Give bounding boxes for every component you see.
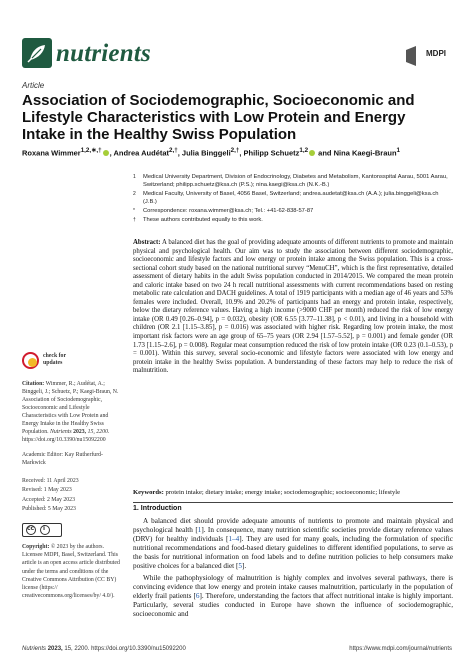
author-sup: 1,2 [299,147,309,154]
orcid-icon[interactable] [309,150,315,156]
received-date: Received: 11 April 2023 [22,478,79,484]
text-run: While the pathophysiology of malnutrition is highly complex and involves several pathways, there is convincing evidence that low energy and protein intake causes malnutrition, particularly in the population of elderly frail patients [ [133,573,453,600]
section-heading: 1. Introduction [133,505,182,512]
journal-header [22,38,452,72]
check-updates-label [43,353,66,366]
affiliation-item [133,190,453,206]
abstract-text: A balanced diet has the goal of providing adequate amounts of different nutrients to promote and maintain physical and psychological health. Our aim was to study the association between different sociodemographic, socioeconomic and lifestyle factors and low energy or protein intake among the Swiss population. This is a cross-sectional cohort study based on the national nutritional survey “MenuCH”, which is the first representative, detailed assessment of dietary habits in the adult Swiss population conducted in 2014/2015. We compared the mean protein and caloric intake based on two 24 h recall nutritional assessments with current recommendations based on resting metabolic rate calculation and DACH guidelines. A total of 1919 participants with a median age of 46 years and 53% females were included. Overall, 10.9% and 20.2% of participants had an energy and protein intake, respectively, below the dietary reference values. Having a high income (>9000 CHF per month) reduced the risk of low energy intake (OR 0.49 [0.26–0.94], p = 0.032), obesity (OR 6.55 [3.77–11.38], p < 0.01), and living in a household with children (OR 2.1 [1.15–3.85], p = 0.016) was associated with higher risk. Regarding low protein intake, the most important risk factors were an age group of 65–75 years (OR 2.94 [1.57–5.52], p = 0.001) and female gender (OR 1.73 [1.15–2.6], p = 0.008). Regular meat consumption reduced the risk of low protein intake (OR 0.23 (0.1–0.53), p = 0.001). Within this survey, several socio-economic and lifestyle factors were associated with low energy and protein intake in the healthy Swiss population. A bunderstanding of these factors may help to reduce the risk of malnutrition. [133,239,453,375]
text-run: ]. [241,562,247,571]
journal-url-link[interactable]: https://www.mdpi.com/journal/nutrients [349,646,452,652]
affiliation-text: These authors contributed equally to this work. [143,217,263,223]
author-sup: 2,† [230,147,240,154]
citation-link[interactable]: 6 [195,591,200,600]
author-name[interactable]: Nina Kaegi-Braun [333,148,397,158]
affiliations [133,173,453,225]
text-run: ]. Therefore, understanding the factors that affect nutritional intake is highly important. Particularly, several studies conducted in Europe have shown the influence of sociodemographic, socioeconomic and [133,591,453,618]
citation-year: 2023, [73,429,87,435]
affiliation-text: Medical Faculty, University of Basel, 4056 Basel, Switzerland; andrea.audetat@ksa.ch (A.A.); julia.binggeli@ksa.ch (J.B.) [143,191,439,205]
page-footer [22,646,452,652]
article-type: Article [22,81,45,90]
copyright-block [22,543,122,600]
article-title: Association of Sociodemographic, Socioeconomic and Lifestyle Characteristics with Low Protein and Energy Intake in the Healthy Swiss Population [22,92,415,143]
citation-block [22,380,122,444]
paragraph [133,574,453,619]
author-sup: 2,† [169,147,178,154]
journal-name: nutrients [56,40,151,67]
author-name[interactable]: Andrea Audétat [113,148,170,158]
check-updates-line: check for [43,353,67,359]
text-run: A balanced diet should provide adequate amounts of nutrients to promote and maintain physical and psychological health [ [133,517,453,535]
citation-doi-link[interactable]: https://doi.org/10.3390/nu15092200 [22,437,106,443]
divider [133,502,453,503]
affiliation-mark: 1 [133,174,136,180]
author-list: Roxana Wimmer$^{1,2,∗,\dagger}$ , Andrea Audétat$^{2,\dagger}$, Julia Binggeli$^{2,\dagger}$, Philipp Schuetz$^{1,2}$ and Nina Kaegi-Braun$^1$ [22,147,401,158]
affiliation-text: Medical University Department, Division of Endocrinology, Diabetes and Metabolism, Kantonsspital Aarau, 5001 Aarau, Switzerland; philipp.schuetz@ksa.ch (P.S.); nina.kaegi@ksa.ch (N.K.-B.) [143,174,448,188]
footer-citation: 15, 2200. https://doi.org/10.3390/nu15092200 [64,646,186,652]
keywords-label: Keywords: [133,489,164,496]
equal-contribution-note [133,216,453,224]
affiliation-mark: * [133,208,135,214]
footer-journal: Nutrients [22,646,47,652]
publication-dates [22,477,122,514]
citation-journal: Nutrients [50,429,72,435]
keywords [133,489,453,498]
author-sup: 1 [396,147,401,154]
check-updates-icon [22,352,39,369]
published-date: Published: 5 May 2023 [22,505,76,512]
revised-date: Revised: 1 May 2023 [22,487,72,494]
citation-label: Citation: [22,381,45,387]
citation-link[interactable]: 1–4 [228,535,240,544]
accepted-date: Accepted: 2 May 2023 [22,496,75,503]
section-body [133,517,453,621]
check-for-updates-button[interactable] [22,352,82,370]
text-run: ]. In consequence, many nutrition scientific societies provide dietary reference values (DRV) for healthy individuals [ [133,526,453,544]
abstract-label: Abstract: [133,239,161,246]
copyright-text: © 2023 by the authors. Licensee MDPI, Basel, Switzerland. This article is an open access article distributed under the terms and conditions of the Creative Commons Attribution (CC BY) license (https:// creativecommons.org/licenses/by/ 4.0/). [22,544,120,600]
copyright-label: Copyright: [22,544,50,550]
affiliation-mark: † [133,217,136,223]
affiliation-mark: 2 [133,191,136,197]
academic-editor: Academic Editor: Kay Rutherfurd-Markwick [22,452,103,466]
citation-text: Wimmer, R.; Audétat, A.; Binggeli, J.; Schuetz, P.; Kaegi-Braun, N. Association of Sociodemographic, Socioeconomic and Lifestyle Characteristics with Low Protein and Energy Intake in the Healthy Swiss Population. [22,381,119,435]
author-name[interactable]: Philipp Schuetz [243,148,300,158]
affiliation-item [133,173,453,189]
text-run: ]. They are used for many goals, including the formulation of specific nutritional recommendations and food-based dietary guidelines to different identified populations, to serve as the basis for nutritional information on food labels and to define nutrition policies to help consumers make positive choices for a balanced diet [ [133,535,453,571]
footer-year: 2023, [47,646,63,652]
correspondence [133,207,453,215]
paragraph [133,517,453,572]
keywords-text: protein intake; dietary intake; energy intake; sociodemographic; socioeconomic; lifestyle [165,489,401,496]
citation-volume: 15, 2200. [87,429,110,435]
abstract [133,239,453,376]
nutrients-logo-icon [22,38,52,68]
cc-by-license-icon[interactable]: cc i [22,523,62,537]
citation-link[interactable]: 1 [197,526,202,535]
affiliation-text: Correspondence: roxana.wimmer@ksa.ch; Tel.: +41-62-838-57-87 [143,208,314,214]
orcid-icon[interactable] [103,150,109,156]
check-updates-line: updates [43,359,63,366]
citation-link[interactable]: 5 [238,562,242,571]
author-name[interactable]: Julia Binggeli [181,148,231,158]
publisher-name: MDPI [426,49,446,58]
author-name[interactable]: Roxana Wimmer [22,148,81,158]
author-sup: 1,2,∗,† [80,147,102,154]
